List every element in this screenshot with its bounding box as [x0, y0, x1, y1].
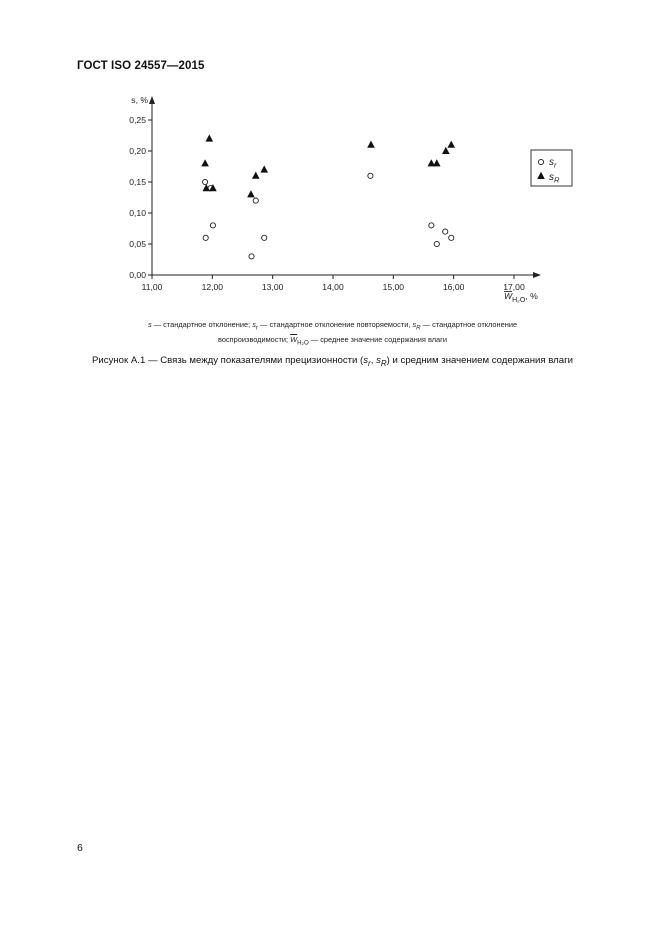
legend-label-sr: $s_r$: [549, 157, 557, 170]
y-tick-label: 0,00: [129, 270, 146, 280]
data-point-sr: [262, 235, 267, 240]
footnote-text-5: — среднее значение содержания влаги: [308, 334, 447, 344]
x-axis-label: $W_{H_2O}$, %: [504, 291, 538, 304]
y-tick-label: 0,10: [129, 208, 146, 218]
data-point-sR: [247, 190, 255, 197]
data-point-sR: [201, 159, 209, 166]
footnote-text-1: — стандартное отклонение;: [151, 320, 253, 329]
data-point-sR: [433, 159, 441, 166]
caption-comma: ,: [370, 355, 377, 366]
caption-text-2: ) и средним значением содержания влаги: [386, 355, 573, 366]
data-point-sr: [434, 241, 439, 246]
figure-caption: [60, 355, 605, 368]
x-axis: [142, 272, 541, 304]
x-tick-label: 13,00: [261, 282, 284, 292]
data-point-sR: [260, 165, 268, 172]
data-point-sr: [202, 179, 207, 184]
legend-marker-sr: [538, 159, 543, 164]
data-point-sR: [367, 141, 375, 148]
y-axis-arrow: [149, 96, 155, 104]
x-tick-label: 12,00: [201, 282, 224, 292]
caption-s2: s: [376, 355, 381, 366]
footnote-w-sub: H₂O: [297, 339, 309, 347]
precision-scatter-chart: [0, 0, 661, 320]
caption-s1-sub: r: [368, 358, 371, 368]
data-point-sr: [368, 173, 373, 178]
footnote-w: $\overline{W}$: [290, 334, 298, 344]
footnote-text-4: воспроизводимости;: [217, 334, 291, 344]
series-sr: [202, 173, 453, 259]
caption-s2-sub: R: [380, 358, 387, 368]
footnote-text-3: — стандартное отклонение: [420, 320, 518, 329]
footnote-sr: s: [252, 320, 256, 329]
data-point-sR: [442, 147, 450, 154]
x-tick-label: 17,00: [503, 282, 525, 292]
y-tick-label: 0,25: [129, 115, 146, 125]
caption-text-1: Рисунок А.1 — Связь между показателями прецизионности (: [92, 355, 364, 366]
data-point-sR: [252, 172, 260, 179]
y-axis: [129, 95, 155, 280]
x-tick-label: 11,00: [141, 282, 163, 292]
footnote-sR-sub: R: [416, 324, 421, 332]
data-point-sR: [206, 134, 214, 141]
y-tick-label: 0,15: [129, 177, 146, 187]
y-tick-label: 0,20: [129, 146, 146, 156]
legend: [531, 150, 572, 186]
legend-label-sR: $s_R$: [549, 172, 560, 185]
document-header: ГОСТ ISO 24557—2015: [77, 60, 205, 72]
x-tick-label: 16,00: [442, 282, 465, 292]
data-point-sr: [249, 254, 254, 259]
page-number: 6: [77, 842, 83, 854]
data-point-sr: [203, 235, 208, 240]
data-point-sr: [429, 223, 434, 228]
x-tick-label: 15,00: [382, 282, 405, 292]
y-axis-label: s, %: [131, 95, 148, 105]
x-tick-label: 14,00: [322, 282, 344, 292]
series-sR: [201, 134, 455, 197]
caption-s1: s: [363, 355, 369, 366]
data-point-sR: [447, 141, 455, 148]
figure-footnote: [80, 319, 585, 349]
data-point-sr: [443, 229, 448, 234]
data-point-sr: [253, 198, 258, 203]
footnote-text-2: — стандартное отклонение повторяемости,: [257, 320, 413, 329]
footnote-sR: s: [412, 320, 417, 329]
data-point-sr: [449, 235, 454, 240]
footnote-sr-sub: r: [255, 324, 258, 332]
x-axis-arrow: [533, 272, 541, 278]
footnote-s: s: [147, 320, 152, 329]
y-tick-label: 0,05: [129, 239, 146, 249]
data-point-sr: [210, 223, 215, 228]
